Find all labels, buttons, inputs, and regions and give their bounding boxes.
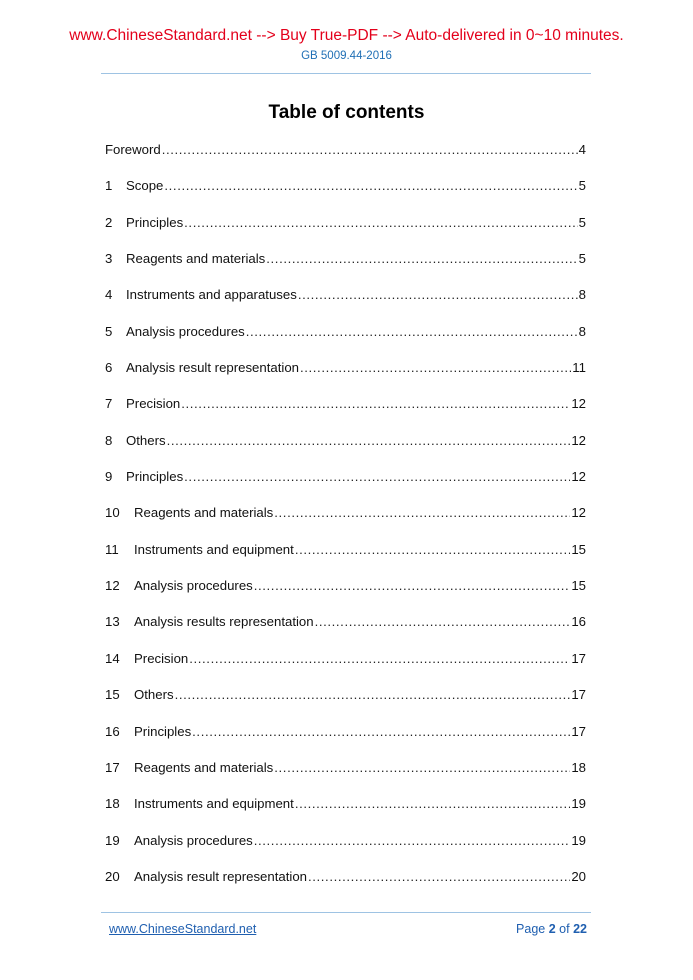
toc-entry-label: Reagents and materials [134,759,274,775]
toc-dot-leader [308,867,570,887]
toc-entry-number: 3 [105,251,113,267]
page-prefix: Page [516,922,546,936]
toc-entry-label: Principles [126,469,184,485]
toc-entry-number: 5 [105,323,113,339]
toc-dot-leader [162,140,578,160]
toc-dot-leader [300,358,571,378]
toc-dot-leader [189,649,570,669]
toc-entry-number: 12 [105,578,120,594]
toc-entry-number: 7 [105,396,113,412]
toc-entry-label: Analysis result representation [134,868,307,884]
toc-entry-label: Analysis result representation [126,360,299,376]
toc-entry-page: 15 [571,578,586,594]
toc-entry-page: 19 [571,796,586,812]
toc-entry-label: Instruments and equipment [134,541,294,557]
toc-entry-number: 8 [105,432,113,448]
toc-dot-leader [315,612,571,632]
toc-entry-page: 20 [571,868,586,884]
toc-entry-label: Reagents and materials [134,505,274,521]
toc-entry-label: Precision [134,650,189,666]
toc-entry-page: 17 [571,650,586,666]
toc-entry[interactable] [105,322,586,358]
toc-entry-page: 4 [578,142,586,157]
toc-entry[interactable] [105,358,586,394]
toc-entry-label: Analysis procedures [134,832,253,848]
toc-entry-label: Precision [126,396,181,412]
toc-entry-page: 11 [572,360,586,376]
promo-banner[interactable]: www.ChineseStandard.net --> Buy True-PDF --> Auto-delivered in 0~10 minutes. [69,27,624,44]
footer-site-link[interactable]: www.ChineseStandard.net [109,922,257,936]
toc-entry-label: Analysis procedures [134,578,253,594]
header-divider [101,73,591,74]
toc-entry-number: 15 [105,687,120,703]
toc-dot-leader [167,431,571,451]
toc-dot-leader [246,322,578,342]
toc-entry[interactable] [105,649,586,685]
footer-divider [101,912,591,913]
toc-entry-page: 5 [578,178,586,194]
toc-entry-label: Principles [126,214,184,230]
toc-dot-leader [266,249,577,269]
toc-entry-number: 20 [105,868,120,884]
toc-entry-label: Instruments and equipment [134,796,294,812]
toc-dot-leader [298,285,578,305]
table-of-contents [105,140,586,903]
toc-entry[interactable] [105,431,586,467]
toc-dot-leader [175,685,571,705]
toc-entry-number: 14 [105,650,120,666]
toc-entry[interactable] [105,612,586,648]
toc-dot-leader [274,758,570,778]
toc-entry-page: 12 [571,432,586,448]
toc-entry-page: 17 [571,687,586,703]
toc-dot-leader [181,394,570,414]
toc-entry-page: 5 [578,251,586,267]
toc-entry-page: 8 [578,287,586,303]
toc-dot-leader [192,722,570,742]
toc-entry-number: 17 [105,759,120,775]
toc-entry-page: 12 [571,396,586,412]
toc-entry-page: 15 [571,541,586,557]
toc-dot-leader [274,503,570,523]
toc-entry[interactable] [105,140,586,176]
toc-entry-number: 19 [105,832,120,848]
toc-entry-number: 1 [105,178,113,194]
toc-entry[interactable] [105,213,586,249]
toc-entry-label: Principles [134,723,192,739]
page-separator: of [559,922,570,936]
toc-dot-leader [184,213,577,233]
toc-entry-number: 10 [105,505,120,521]
toc-entry[interactable] [105,285,586,321]
toc-entry[interactable] [105,540,586,576]
toc-entry-number: 2 [105,214,113,230]
toc-entry[interactable] [105,467,586,503]
toc-entry-number: 16 [105,723,120,739]
page-title: Table of contents [268,102,425,123]
toc-entry[interactable] [105,394,586,430]
toc-entry-label: Analysis results representation [134,614,314,630]
toc-entry[interactable] [105,249,586,285]
toc-entry-label: Reagents and materials [126,251,266,267]
toc-dot-leader [295,540,571,560]
toc-entry-label: Others [126,432,166,448]
toc-entry[interactable] [105,503,586,539]
toc-dot-leader [184,467,570,487]
page-indicator [516,922,587,936]
toc-entry-page: 18 [571,759,586,775]
current-page: 2 [548,922,556,936]
toc-entry[interactable] [105,576,586,612]
toc-entry-number: 6 [105,360,113,376]
toc-entry-page: 8 [578,323,586,339]
toc-entry[interactable] [105,794,586,830]
toc-entry-page: 19 [571,832,586,848]
toc-entry-number: 4 [105,287,113,303]
toc-entry-page: 17 [571,723,586,739]
toc-entry[interactable] [105,867,586,903]
toc-entry[interactable] [105,722,586,758]
toc-entry[interactable] [105,758,586,794]
toc-entry-page: 16 [571,614,586,630]
toc-entry[interactable] [105,176,586,212]
toc-entry-label: Foreword [105,142,161,157]
standard-code: GB 5009.44-2016 [301,50,392,62]
toc-dot-leader [254,831,571,851]
toc-entry[interactable] [105,831,586,867]
toc-entry-number: 18 [105,796,120,812]
toc-entry-number: 13 [105,614,120,630]
toc-entry-page: 5 [578,214,586,230]
toc-entry-label: Others [134,687,174,703]
toc-dot-leader [254,576,571,596]
toc-entry-number: 9 [105,469,113,485]
toc-entry-number: 11 [105,541,119,557]
toc-entry-label: Instruments and apparatuses [126,287,297,303]
toc-entry-page: 12 [571,505,586,521]
toc-entry-label: Scope [126,178,164,194]
toc-dot-leader [295,794,571,814]
total-pages: 22 [573,922,587,936]
toc-entry[interactable] [105,685,586,721]
toc-dot-leader [164,176,577,196]
toc-entry-label: Analysis procedures [126,323,245,339]
toc-entry-page: 12 [571,469,586,485]
